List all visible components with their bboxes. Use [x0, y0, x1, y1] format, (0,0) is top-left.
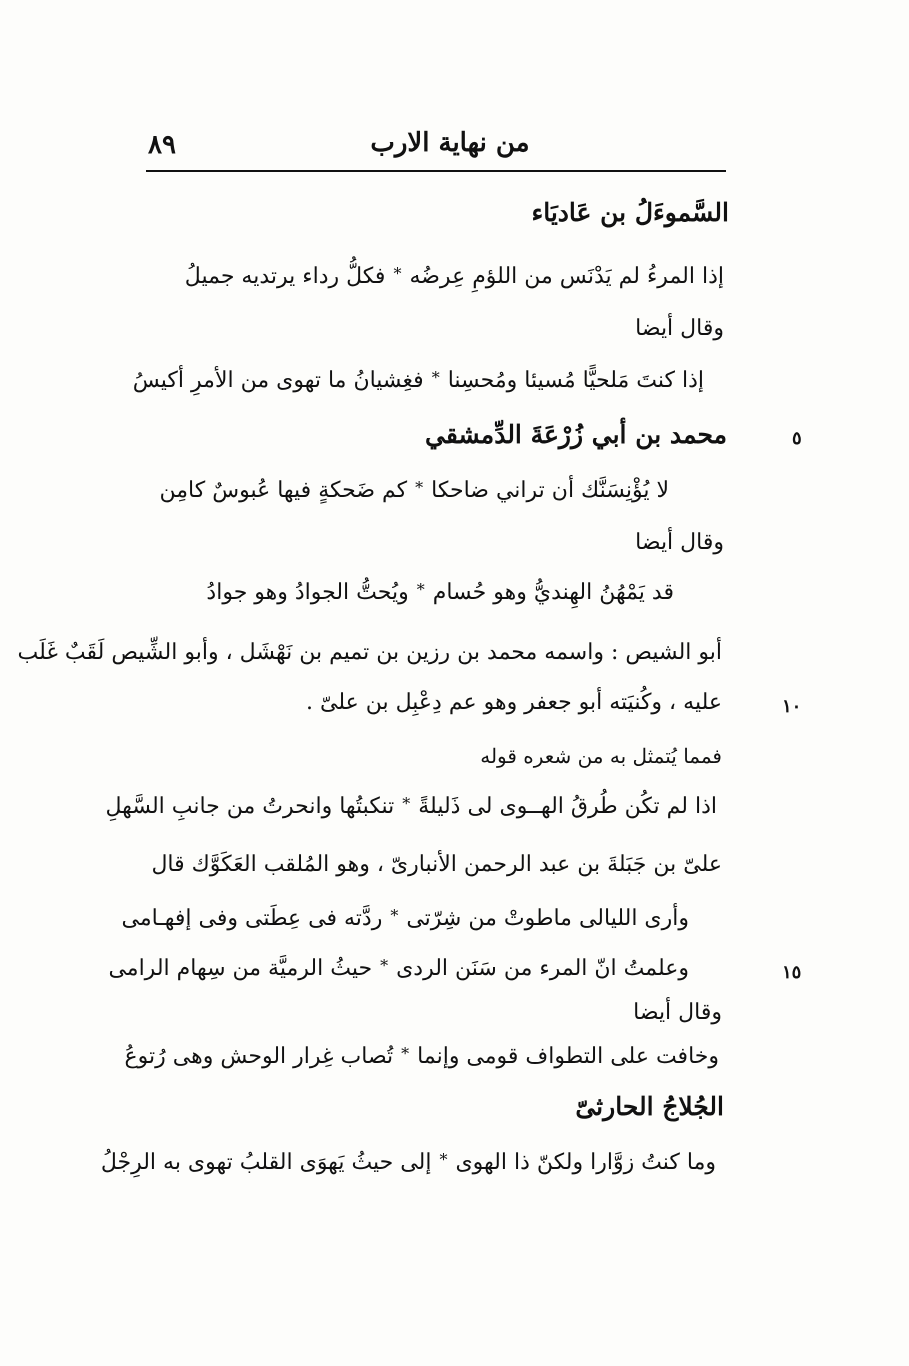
verse-separator: * [390, 906, 399, 925]
verse-second-hemistich: ويُحتُّ الجوادُ وهو جوادُ [206, 580, 409, 605]
prose-line: عليه ، وكُنيَته أبو جعفر وهو عم دِعْبِل بن علىّ . [306, 690, 722, 715]
verse-second-hemistich: حيثُ الرميَّة من سِهام الرامى [108, 956, 373, 981]
verse-separator: * [402, 794, 411, 813]
verse-line [206, 580, 674, 606]
verse-first-hemistich: لا يُؤْنِسَنَّك أن تراني ضاحكا [431, 478, 669, 503]
prose-line: علىّ بن جَبَلةَ بن عبد الرحمن الأنبارىّ ، وهو المُلقب العَكَوَّك قال [151, 852, 722, 877]
poet-heading: محمد بن أبي زُرْعَةَ الدِّمشقي [425, 420, 727, 449]
verse-first-hemistich: وخافت على التطواف قومى وإنما [417, 1044, 719, 1069]
page-number: ٨٩ [148, 130, 176, 160]
header-rule [146, 170, 726, 172]
verse-separator: * [415, 478, 424, 497]
poet-heading: السَّموءَلُ بن عَاديَاء [531, 198, 729, 227]
verse-line [108, 956, 689, 982]
verse-first-hemistich: إذا المرءُ لم يَدْنَس من اللؤمِ عِرضُه [409, 264, 724, 289]
verse-second-hemistich: إلى حيثُ يَهوَى القلبُ تهوى به الرِجْلُ [100, 1150, 432, 1175]
line-number-15: ١٥ [782, 962, 802, 983]
verse-second-hemistich: تُصاب غِرار الوحش وهى رُتوعُ [124, 1044, 394, 1069]
line-number-5: ٥ [792, 428, 802, 449]
verse-line [100, 1150, 716, 1176]
line-number-10: ١٠ [782, 696, 802, 717]
verse-first-hemistich: وما كنتُ زوَّارا ولكنّ ذا الهوى [455, 1150, 716, 1175]
verse-line [121, 906, 689, 932]
verse-second-hemistich: كم ضَحكةٍ فيها عُبوسٌ كامِن [159, 478, 408, 503]
verse-separator: * [380, 956, 389, 975]
verse-line [105, 794, 717, 820]
poet-heading: الجُلاجُ الحارثىّ [575, 1092, 724, 1121]
verse-separator: * [401, 1044, 410, 1063]
verse-first-hemistich: إذا كنتَ مَلحيًّا مُسيئا ومُحسِنا [447, 368, 704, 393]
verse-second-hemistich: تنكبتُها وانحرتُ من جانبِ السَّهلِ [105, 794, 395, 819]
verse-line [184, 264, 724, 290]
prose-line: أبو الشيص : واسمه محمد بن رزين بن تميم بن نَهْشَل ، وأبو الشِّيص لَقَبٌ غَلَب [17, 640, 722, 665]
verse-second-hemistich: فغِشيانُ ما تهوى من الأمرِ أكيسُ [132, 368, 424, 393]
quote-intro: وقال أيضا [635, 530, 724, 555]
verse-separator: * [431, 368, 440, 387]
quote-intro: وقال أيضا [633, 1000, 722, 1025]
verse-line [159, 478, 669, 504]
verse-line [132, 368, 704, 394]
verse-separator: * [439, 1150, 448, 1169]
verse-first-hemistich: وأرى الليالى ماطوتْ من شِرّتى [406, 906, 689, 931]
running-title: من نهاية الارب [370, 128, 530, 158]
verse-separator: * [416, 580, 425, 599]
prose-line: فمما يُتمثل به من شعره قوله [480, 744, 722, 768]
verse-separator: * [393, 264, 402, 283]
verse-second-hemistich: ردَّته فى عِطَتى وفى إفهـامى [121, 906, 383, 931]
verse-line [124, 1044, 719, 1070]
verse-second-hemistich: فكلُّ رداء يرتديه جميلُ [184, 264, 386, 289]
quote-intro: وقال أيضا [635, 316, 724, 341]
verse-first-hemistich: اذا لم تكُن طُرقُ الهــوى لى ذَليلةً [418, 794, 717, 819]
verse-first-hemistich: وعلمتُ انّ المرء من سَنَن الردى [396, 956, 689, 981]
verse-first-hemistich: قد يَمْهُنُ الهِنديُّ وهو حُسام [432, 580, 674, 605]
